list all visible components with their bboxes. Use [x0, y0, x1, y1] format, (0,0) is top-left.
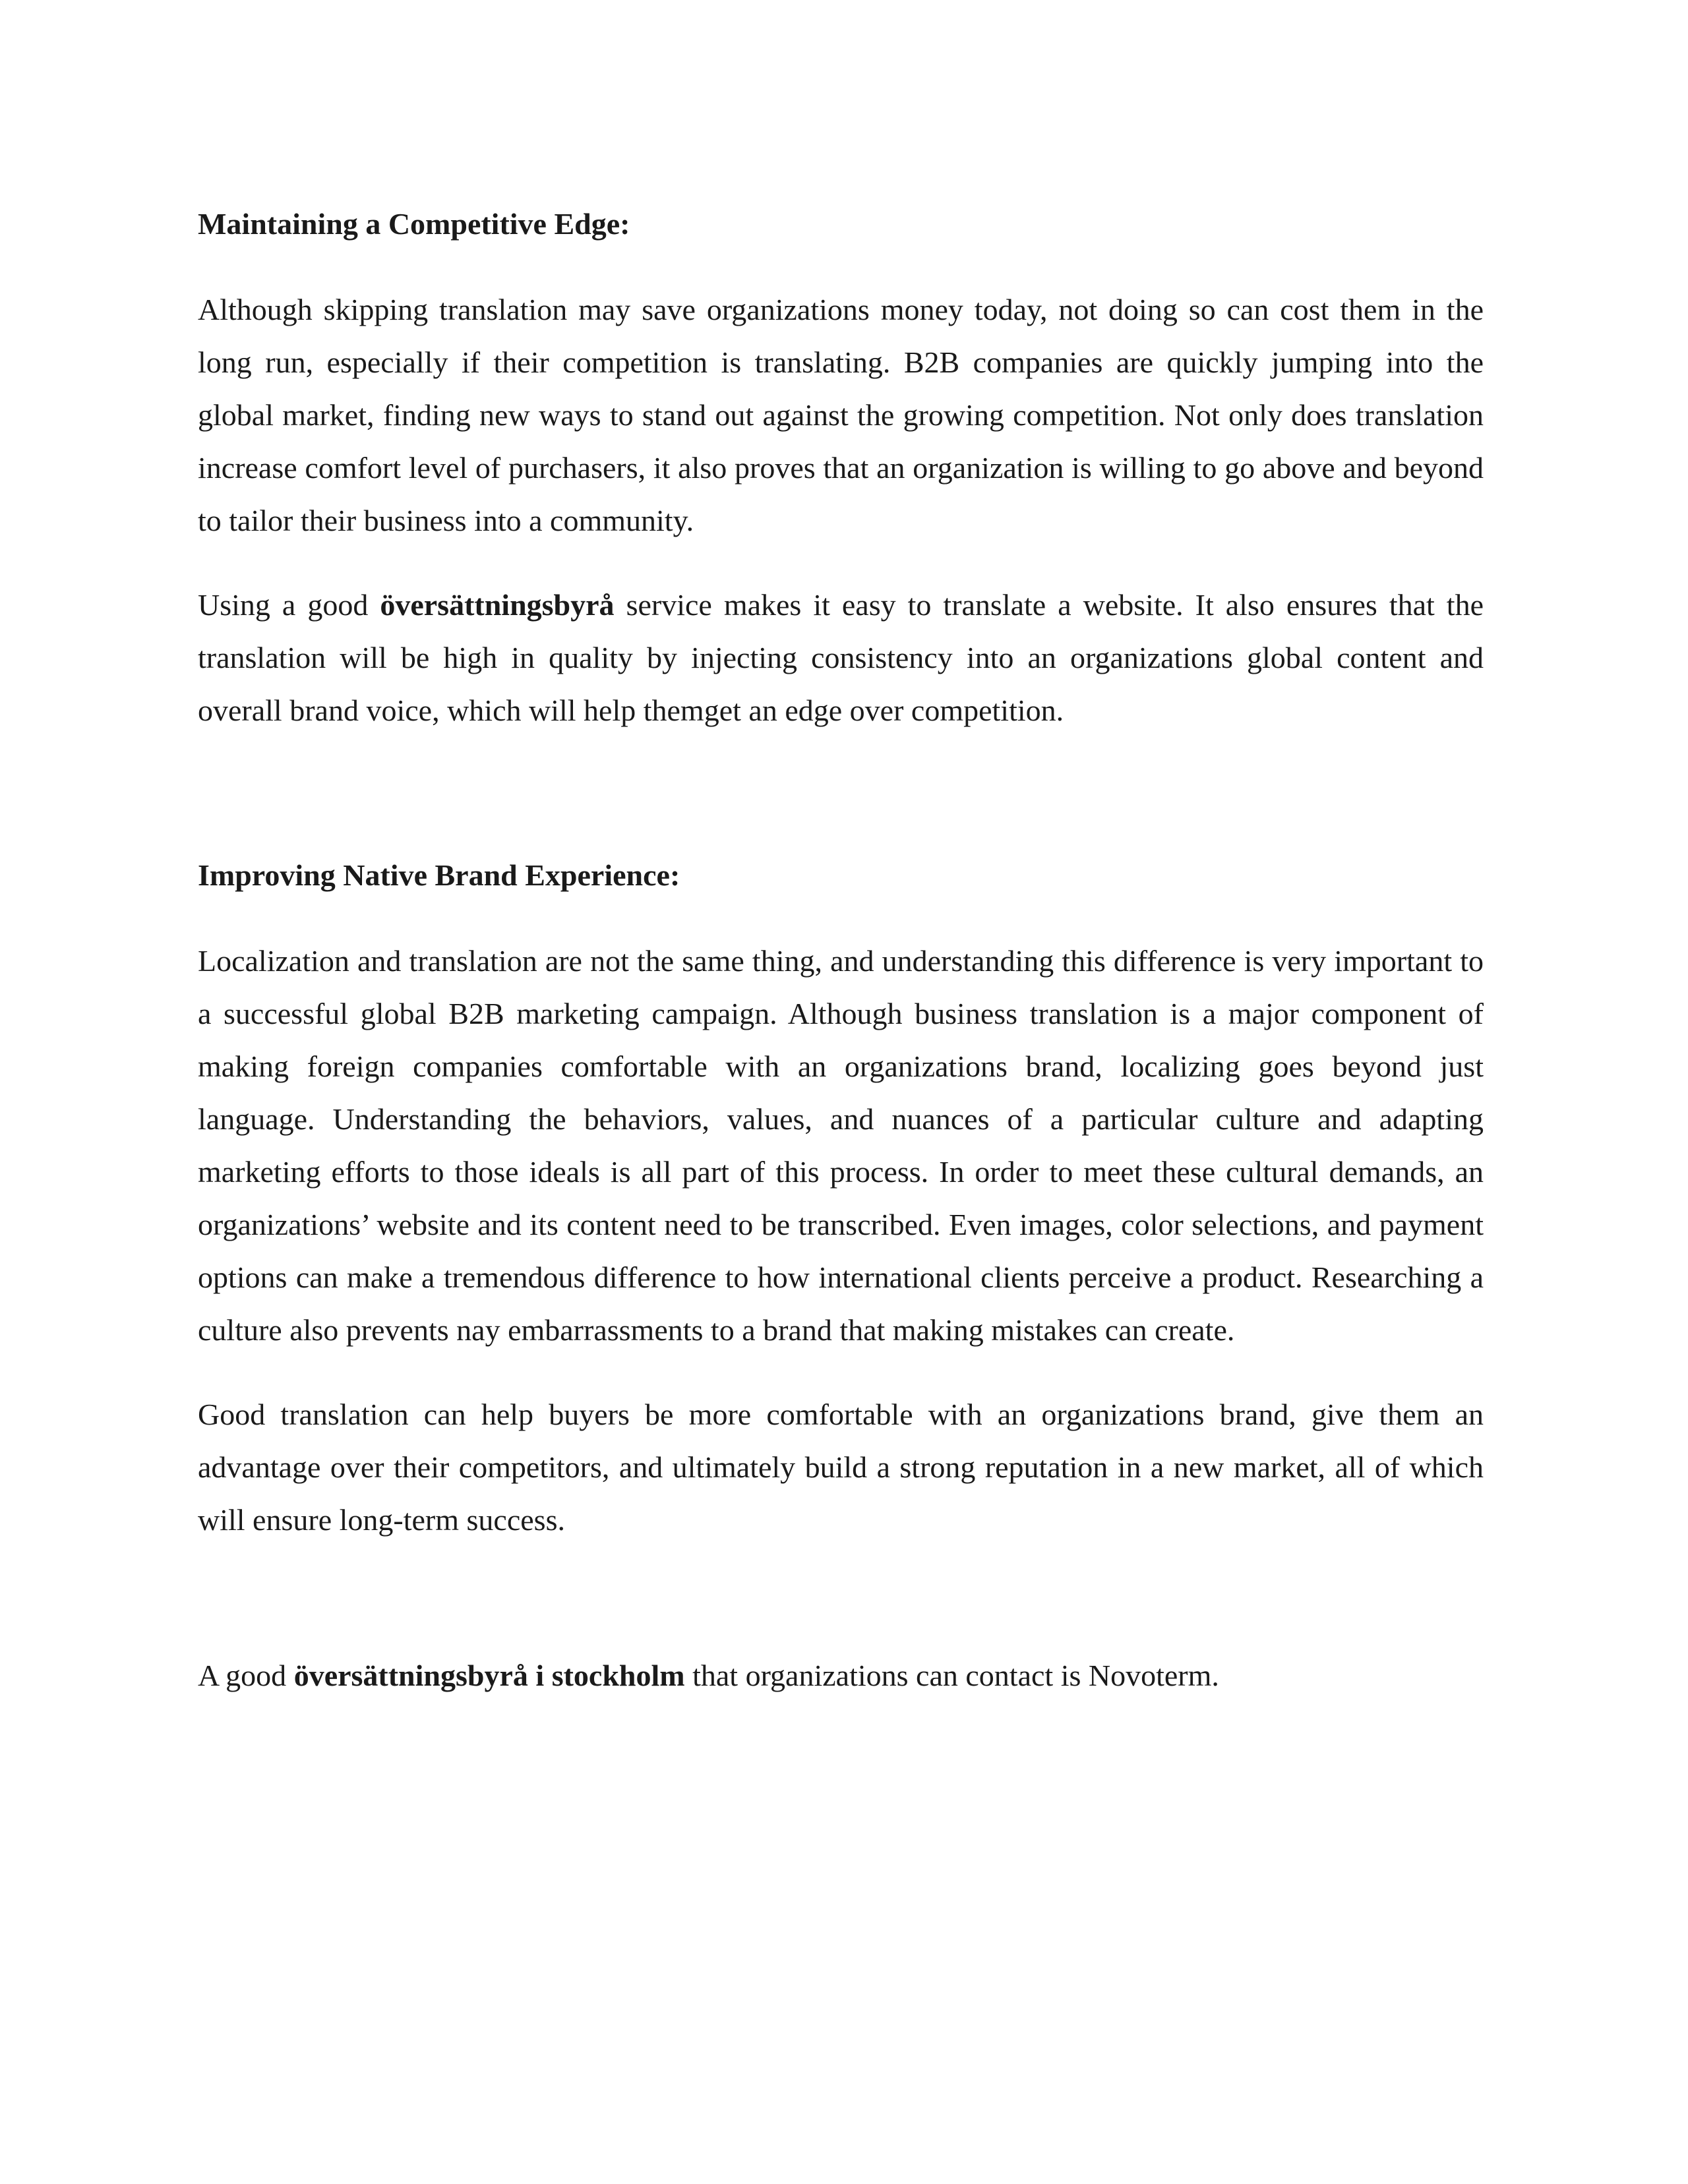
paragraph-text: service makes it easy to translate a website. It also ensures that the translation will be high in quality by injecting consistency into an organizations global content and overall brand voice, which will help themget an edge over competition.	[198, 588, 1484, 727]
paragraph-text: A good	[198, 1659, 294, 1692]
paragraph-translation-service	[198, 579, 1484, 737]
paragraph-text: Using a good	[198, 588, 380, 622]
paragraph-localization: Localization and translation are not the same thing, and understanding this difference is very important to a successful global B2B marketing campaign. Although business translation is a major component of making foreign companies comfortable with an organizations brand, localizing goes beyond just language. Understanding the behaviors, values, and nuances of a particular culture and adapting marketing efforts to those ideals is all part of this process. In order to meet these cultural demands, an organizations’ website and its content need to be transcribed. Even images, color selections, and payment options can make a tremendous difference to how international clients perceive a product. Researching a culture also prevents nay embarrassments to a brand that making mistakes can create.	[198, 944, 1484, 1347]
bold-keyword-stockholm: översättningsbyrå i stockholm	[293, 1659, 685, 1692]
section-heading-competitive-edge: Maintaining a Competitive Edge:	[198, 207, 630, 241]
paragraph-translation-cost: Although skipping translation may save organizations money today, not doing so can cost them in the long run, especially if their competition is translating. B2B companies are quickly jumping into the global market, finding new ways to stand out against the growing competition. Not only does translation increase comfort level of purchasers, it also proves that an organization is willing to go above and beyond to tailor their business into a community.	[198, 293, 1484, 537]
paragraph-text: that organizations can contact is Novoterm.	[684, 1659, 1219, 1692]
bold-keyword: översättningsbyrå	[380, 588, 615, 622]
section-heading-native-brand: Improving Native Brand Experience:	[198, 858, 680, 892]
paragraph-good-translation: Good translation can help buyers be more comfortable with an organizations brand, give them an advantage over their competitors, and ultimately build a strong reputation in a new market, all of which will ensure long-term success.	[198, 1398, 1484, 1537]
document-page	[198, 198, 1484, 1702]
closing-paragraph	[198, 1649, 1484, 1702]
